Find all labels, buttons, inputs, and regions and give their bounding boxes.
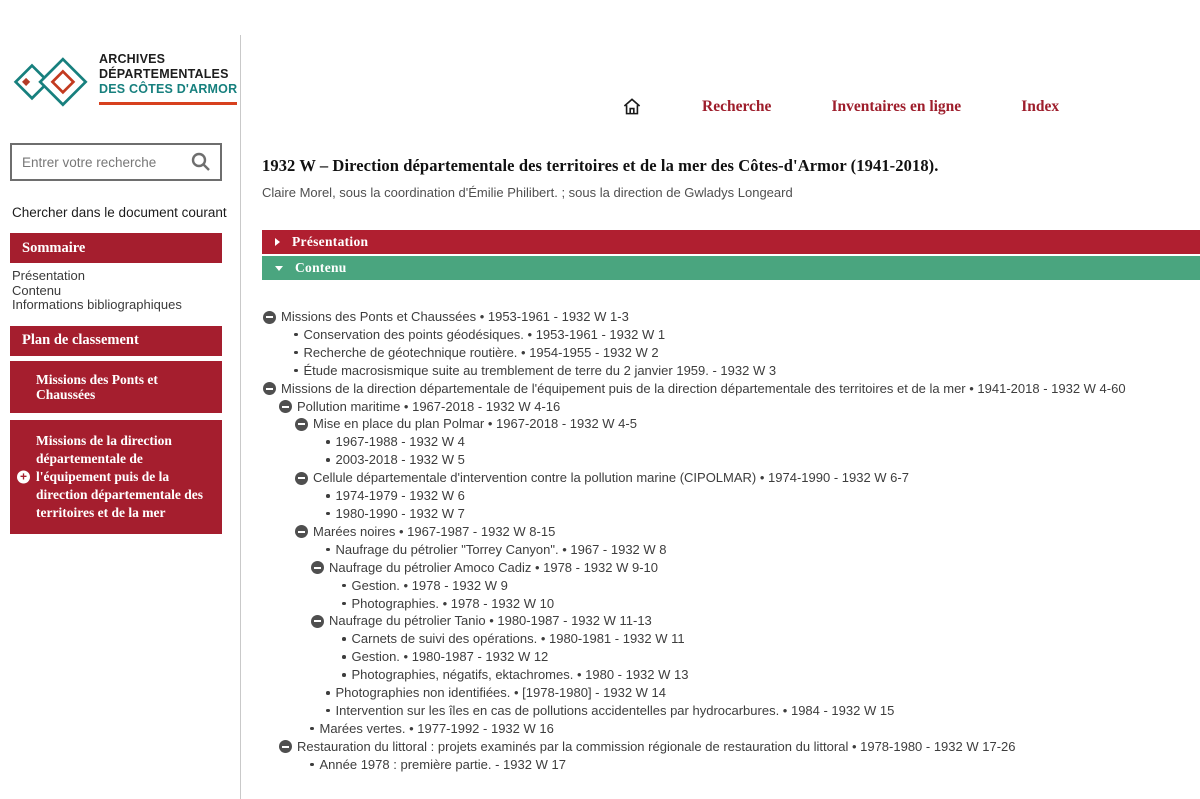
tree-item-label[interactable]: 2003-2018 - 1932 W 5 (335, 452, 465, 468)
accordion-contenu-label: Contenu (295, 260, 347, 275)
search-scope-label: Chercher dans le document courant (12, 205, 227, 220)
minus-circle-icon[interactable] (263, 382, 276, 395)
document-title: 1932 W – Direction départementale des territoires et de la mer des Côtes-d'Armor (1941-2018). (262, 156, 939, 175)
minus-circle-icon[interactable] (311, 561, 324, 574)
tree-item (263, 308, 1200, 326)
top-navigation (622, 97, 1200, 116)
dot-icon (310, 727, 314, 731)
tree-item (263, 380, 1200, 398)
nav-link-inventaires[interactable]: Inventaires en ligne (831, 97, 962, 115)
accordion-group (262, 230, 1200, 280)
tree-item-label[interactable]: Carnets de suivi des opérations. • 1980-1981 - 1932 W 11 (351, 631, 685, 647)
tree-item (263, 648, 1200, 666)
dot-icon (342, 584, 346, 588)
dot-icon (326, 440, 330, 444)
dot-icon (326, 691, 330, 695)
minus-circle-icon[interactable] (295, 525, 308, 538)
tree-item (263, 505, 1200, 523)
dot-icon (294, 333, 298, 337)
tree-item-label[interactable]: Restauration du littoral : projets examinés par la commission régionale de restauration du littoral • 1978-1980 - 1932 W 17-26 (297, 738, 1016, 754)
dot-icon (342, 655, 346, 659)
sommaire-link-contenu[interactable]: Contenu (12, 282, 62, 298)
home-icon (622, 97, 642, 116)
minus-circle-icon[interactable] (279, 740, 292, 753)
minus-circle-icon[interactable] (263, 311, 276, 324)
dot-icon (326, 548, 330, 552)
tree-item-label[interactable]: Année 1978 : première partie. - 1932 W 17 (319, 756, 566, 772)
tree-item-label[interactable]: Pollution maritime • 1967-2018 - 1932 W 4-16 (297, 398, 561, 414)
chevron-down-icon (275, 266, 283, 271)
tree-item-label[interactable]: Conservation des points géodésiques. • 1953-1961 - 1932 W 1 (303, 326, 666, 342)
dot-icon (326, 458, 330, 462)
contents-tree (263, 308, 1200, 774)
tree-item-label[interactable]: 1974-1979 - 1932 W 6 (335, 488, 465, 504)
tree-item-label[interactable]: Missions de la direction départementale de l'équipement puis de la direction départementale des territoires et de la mer • 1941-2018 - 1932 W 4-60 (281, 380, 1126, 396)
sommaire-links (12, 269, 240, 313)
document-byline: Claire Morel, sous la coordination d'Émilie Philibert. ; sous la direction de Gwladys Longeard (262, 185, 793, 200)
tree-item (263, 541, 1200, 559)
search-icon (190, 151, 212, 173)
dot-icon (342, 602, 346, 606)
minus-circle-icon[interactable] (279, 400, 292, 413)
logo[interactable] (12, 52, 240, 110)
tree-item (263, 720, 1200, 738)
tree-item-label[interactable]: Naufrage du pétrolier Tanio • 1980-1987 - 1932 W 11-13 (329, 613, 652, 629)
logo-text (99, 52, 237, 105)
accordion-presentation-label: Présentation (292, 234, 369, 249)
tree-item-label[interactable]: Photographies. • 1978 - 1932 W 10 (351, 595, 555, 611)
nav-link-recherche[interactable]: Recherche (702, 97, 772, 115)
tree-item-label[interactable]: Mise en place du plan Polmar • 1967-2018 - 1932 W 4-5 (313, 416, 637, 432)
dot-icon (326, 512, 330, 516)
tree-item (263, 595, 1200, 613)
tree-item-label[interactable]: Marées vertes. • 1977-1992 - 1932 W 16 (319, 720, 554, 736)
accordion-presentation[interactable] (262, 230, 1200, 254)
tree-item-label[interactable]: Gestion. • 1978 - 1932 W 9 (351, 577, 508, 593)
minus-circle-icon[interactable] (295, 472, 308, 485)
minus-circle-icon[interactable] (311, 615, 324, 628)
tree-item (263, 523, 1200, 541)
tree-item (263, 362, 1200, 380)
tree-item (263, 756, 1200, 774)
sommaire-link-presentation[interactable]: Présentation (12, 268, 85, 283)
search-input[interactable] (12, 155, 190, 170)
tree-item-label[interactable]: Missions des Ponts et Chaussées • 1953-1961 - 1932 W 1-3 (281, 309, 629, 324)
chevron-right-icon (275, 238, 280, 246)
plus-circle-icon[interactable]: + (17, 470, 30, 483)
tree-item-label[interactable]: Intervention sur les îles en cas de pollutions accidentelles par hydrocarbures. • 1984 - 1932 W 15 (335, 702, 895, 718)
dot-icon (310, 763, 314, 767)
diamonds-logo-icon (12, 52, 92, 110)
dot-icon (326, 494, 330, 498)
logo-line-1: ARCHIVES (99, 52, 166, 66)
dot-icon (326, 709, 330, 713)
dot-icon (294, 369, 298, 373)
dot-icon (342, 637, 346, 641)
logo-line-2: DÉPARTEMENTALES (99, 67, 229, 81)
accordion-contenu[interactable] (262, 256, 1200, 280)
minus-circle-icon[interactable] (295, 418, 308, 431)
tree-item (263, 344, 1200, 362)
tree-item (263, 415, 1200, 433)
home-button[interactable] (622, 97, 642, 116)
tree-item (263, 684, 1200, 702)
tree-item-label[interactable]: Marées noires • 1967-1987 - 1932 W 8-15 (313, 523, 556, 539)
sommaire-header[interactable]: Sommaire (10, 233, 222, 263)
tree-item (263, 451, 1200, 469)
tree-item (263, 702, 1200, 720)
tree-item-label[interactable]: Gestion. • 1980-1987 - 1932 W 12 (351, 649, 549, 665)
tree-item (263, 630, 1200, 648)
tree-item (263, 666, 1200, 684)
sommaire-link-informations[interactable]: Informations bibliographiques (12, 297, 182, 312)
tree-item-label[interactable]: Photographies, négatifs, ektachromes. • 1980 - 1932 W 13 (351, 667, 689, 683)
tree-item-label[interactable]: Recherche de géotechnique routière. • 1954-1955 - 1932 W 2 (303, 344, 659, 360)
logo-line-3: DES CÔTES D'ARMOR (99, 82, 238, 96)
tree-item-label[interactable]: Naufrage du pétrolier "Torrey Canyon". • 1967 - 1932 W 8 (335, 541, 667, 557)
tree-item-label[interactable]: 1980-1990 - 1932 W 7 (335, 505, 465, 521)
tree-item (263, 433, 1200, 451)
plan-de-classement-header[interactable]: Plan de classement (10, 326, 222, 356)
tree-item (263, 612, 1200, 630)
nav-link-index[interactable]: Index (1021, 97, 1060, 115)
search-box (10, 143, 222, 181)
tree-item (263, 487, 1200, 505)
sidebar (0, 0, 240, 534)
dot-icon (294, 351, 298, 355)
plan-item-missions-direction-departementale[interactable] (10, 420, 222, 534)
tree-item-label[interactable]: 1967-1988 - 1932 W 4 (335, 434, 465, 450)
tree-item-label[interactable]: Étude macrosismique suite au tremblement de terre du 2 janvier 1959. - 1932 W 3 (303, 362, 777, 378)
tree-item (263, 326, 1200, 344)
plan-item-missions-ponts-et-chaussees[interactable]: Missions des Ponts et Chaussées (10, 361, 222, 413)
tree-item (263, 398, 1200, 416)
tree-item-label[interactable]: Cellule départementale d'intervention contre la pollution marine (CIPOLMAR) • 1974-1990 - 1932 W 6-7 (313, 470, 909, 486)
tree-item (263, 577, 1200, 595)
main-content (241, 0, 1200, 774)
search-button[interactable] (190, 151, 220, 173)
tree-item-label[interactable]: Naufrage du pétrolier Amoco Cadiz • 1978 - 1932 W 9-10 (329, 559, 659, 575)
tree-item (263, 738, 1200, 756)
tree-item-label[interactable]: Photographies non identifiées. • [1978-1980] - 1932 W 14 (335, 685, 666, 701)
plan-item-label: Missions de la direction départementale de l'équipement puis de la direction départementale des territoires et de la mer (36, 432, 203, 520)
tree-item (263, 469, 1200, 487)
dot-icon (342, 673, 346, 677)
tree-item (263, 559, 1200, 577)
